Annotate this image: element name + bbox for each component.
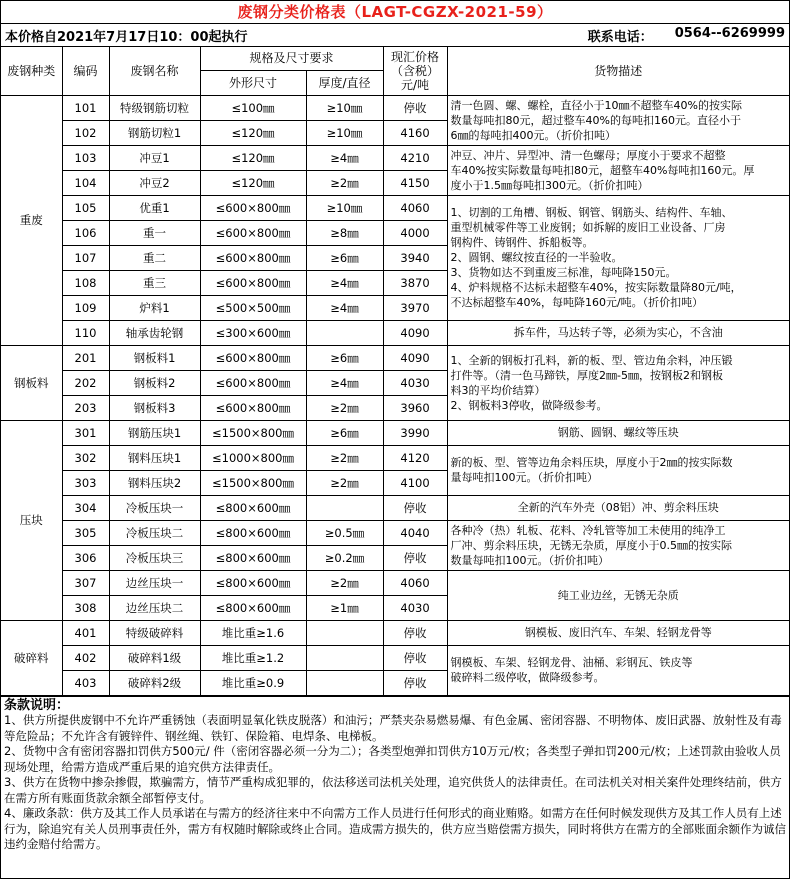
description-line: 2、钢板料3停收，做降级参考。 — [450, 398, 608, 412]
description-cell — [447, 420, 789, 445]
thickness-cell: ≥4㎜ — [306, 145, 383, 170]
terms-section — [1, 696, 789, 854]
name-cell: 冲豆1 — [109, 145, 200, 170]
header-size: 外形尺寸 — [200, 70, 306, 95]
description-line: 4、炉料规格不达标未超整车40%，按实际数量降80元/吨， — [450, 281, 742, 294]
price-cell: 停收 — [383, 620, 447, 645]
description-line: 度小于1.5㎜每吨扣300元。（折价扣吨） — [450, 178, 649, 192]
size-cell: 堆比重≥1.2 — [200, 645, 306, 670]
terms-item: 1、供方所提供废钢中不允许严重锈蚀（表面明显氧化铁皮脱落）和油污；严禁夹杂易燃易爆、有色金属、密闭容器、不明物体、废旧武器、放射性及有毒等危险品；不允许含有镀锌件、钢丝绳、铁钉、保险箱、电焊条、电梯板。 — [4, 713, 782, 743]
table-row — [1, 520, 789, 545]
description-line: 钢构件、铸钢件、拆船板等。 — [450, 236, 594, 249]
price-cell: 4000 — [383, 220, 447, 245]
name-cell: 冷板压块二 — [109, 520, 200, 545]
code-cell: 103 — [62, 145, 109, 170]
name-cell: 重一 — [109, 220, 200, 245]
name-cell: 冷板压块三 — [109, 545, 200, 570]
name-cell: 破碎料1级 — [109, 645, 200, 670]
thickness-cell: ≥2㎜ — [306, 470, 383, 495]
description-line: 钢模板、车架、轻钢龙骨、油桶、彩钢瓦、铁皮等 — [450, 656, 693, 669]
name-cell: 重三 — [109, 270, 200, 295]
code-cell: 101 — [62, 95, 109, 120]
table-row — [1, 145, 789, 170]
description-line: 破碎料二级停收，做降级参考。 — [450, 671, 605, 684]
description-cell — [447, 520, 789, 570]
size-cell: ≤800×600㎜ — [200, 545, 306, 570]
description-cell — [447, 345, 789, 420]
size-cell: ≤600×800㎜ — [200, 370, 306, 395]
price-cell: 4210 — [383, 145, 447, 170]
code-cell: 304 — [62, 495, 109, 520]
code-cell: 203 — [62, 395, 109, 420]
terms-item: 2、货物中含有密闭容器扣罚供方500元/ 件（密闭容器必须一分为二）；各类型炮弹扣罚供方10万元/枚；各类型子弹扣罚200元/枚；上述罚款由验收人员现场处理，给需方造成严重后果的追究供方法律责任。 — [4, 744, 781, 774]
price-cell: 4160 — [383, 120, 447, 145]
thickness-cell: ≥4㎜ — [306, 270, 383, 295]
code-cell: 110 — [62, 320, 109, 345]
table-row — [1, 495, 789, 520]
name-cell: 钢筋压块1 — [109, 420, 200, 445]
header-spec: 规格及尺寸要求 — [200, 47, 383, 70]
description-line: 拆车件，马达转子等，必须为实心，不含油 — [513, 326, 723, 339]
description-line: 清一色圆、螺、螺栓，直径小于10㎜不超整车40%的按实际 — [450, 98, 742, 112]
name-cell: 优重1 — [109, 195, 200, 220]
size-cell: 堆比重≥1.6 — [200, 620, 306, 645]
code-cell: 402 — [62, 645, 109, 670]
name-cell: 炉料1 — [109, 295, 200, 320]
code-cell: 403 — [62, 670, 109, 695]
name-cell: 钢板料2 — [109, 370, 200, 395]
description-line: 数量每吨扣80元，超过整车40%的每吨扣160元。直径小于 — [450, 113, 741, 127]
category-cell: 破碎料 — [1, 620, 62, 695]
price-cell: 3990 — [383, 420, 447, 445]
thickness-cell: ≥2㎜ — [306, 170, 383, 195]
info-bar — [1, 24, 789, 47]
code-cell: 303 — [62, 470, 109, 495]
price-cell: 3940 — [383, 245, 447, 270]
thickness-cell — [306, 320, 383, 345]
name-cell: 边丝压块一 — [109, 570, 200, 595]
size-cell: ≤120㎜ — [200, 145, 306, 170]
size-cell: ≤600×800㎜ — [200, 395, 306, 420]
description-line: 1、切割的工角槽、钢板、钢管、钢筋头、结构件、车轴、 — [450, 206, 733, 219]
name-cell: 破碎料2级 — [109, 670, 200, 695]
thickness-cell: ≥2㎜ — [306, 570, 383, 595]
table-row — [1, 645, 789, 670]
description-line: 打件等。（清一色马蹄铁，厚度2㎜-5㎜，按钢板2和钢板 — [450, 368, 723, 382]
description-line: 冲豆、冲片、异型冲、清一色螺母；厚度小于要求不超整 — [450, 148, 726, 162]
table-row — [1, 445, 789, 470]
thickness-cell — [306, 495, 383, 520]
header-category: 废钢种类 — [1, 47, 62, 95]
description-cell — [447, 495, 789, 520]
description-line: 钢模板、废旧汽车、车架、轻钢龙骨等 — [524, 626, 712, 639]
thickness-cell — [306, 645, 383, 670]
description-line: 料3的平均价结算） — [450, 383, 546, 397]
table-row — [1, 320, 789, 345]
description-cell — [447, 445, 789, 495]
header-name: 废钢名称 — [109, 47, 200, 95]
price-cell: 4090 — [383, 320, 447, 345]
price-cell: 4060 — [383, 195, 447, 220]
header-code: 编码 — [62, 47, 109, 95]
code-cell: 308 — [62, 595, 109, 620]
code-cell: 106 — [62, 220, 109, 245]
size-cell: ≤600×800㎜ — [200, 270, 306, 295]
thickness-cell: ≥10㎜ — [306, 95, 383, 120]
size-cell: ≤100㎜ — [200, 95, 306, 120]
description-line: 2、圆钢、螺纹按直径的一半验收。 — [450, 251, 623, 264]
code-cell: 305 — [62, 520, 109, 545]
description-cell — [447, 195, 789, 320]
description-cell — [447, 645, 789, 695]
name-cell: 钢板料1 — [109, 345, 200, 370]
description-line: 量每吨扣100元。（折价扣吨） — [450, 471, 599, 484]
table-row — [1, 195, 789, 220]
size-cell: ≤600×800㎜ — [200, 245, 306, 270]
sheet-title: 废钢分类价格表（LAGT-CGZX-2021-59） — [1, 1, 789, 24]
price-cell: 4100 — [383, 470, 447, 495]
price-cell: 停收 — [383, 545, 447, 570]
code-cell: 109 — [62, 295, 109, 320]
description-line: 数量每吨扣100元。（折价扣吨） — [450, 553, 610, 567]
header-thickness: 厚度/直径 — [306, 70, 383, 95]
size-cell: ≤600×800㎜ — [200, 345, 306, 370]
size-cell: ≤600×800㎜ — [200, 195, 306, 220]
name-cell: 冲豆2 — [109, 170, 200, 195]
thickness-cell: ≥2㎜ — [306, 395, 383, 420]
header-price: 现汇价格（含税）元/吨 — [383, 47, 447, 95]
thickness-cell: ≥8㎜ — [306, 220, 383, 245]
code-cell: 108 — [62, 270, 109, 295]
price-cell: 停收 — [383, 95, 447, 120]
code-cell: 201 — [62, 345, 109, 370]
code-cell: 401 — [62, 620, 109, 645]
name-cell: 冷板压块一 — [109, 495, 200, 520]
code-cell: 105 — [62, 195, 109, 220]
size-cell: ≤1000×800㎜ — [200, 445, 306, 470]
price-cell: 4030 — [383, 595, 447, 620]
size-cell: ≤120㎜ — [200, 120, 306, 145]
name-cell: 钢板料3 — [109, 395, 200, 420]
description-line: 厂冲、剪余料压块，无锈无杂质，厚度小于0.5㎜的按实际 — [450, 538, 733, 552]
description-cell — [447, 320, 789, 345]
price-cell: 4150 — [383, 170, 447, 195]
thickness-cell: ≥1㎜ — [306, 595, 383, 620]
thickness-cell — [306, 620, 383, 645]
table-row — [1, 95, 789, 120]
description-cell — [447, 620, 789, 645]
thickness-cell: ≥0.2㎜ — [306, 545, 383, 570]
size-cell: ≤800×600㎜ — [200, 520, 306, 545]
description-cell — [447, 95, 789, 145]
price-table — [1, 47, 789, 696]
header-desc: 货物描述 — [447, 47, 789, 95]
thickness-cell: ≥4㎜ — [306, 370, 383, 395]
thickness-cell: ≥6㎜ — [306, 345, 383, 370]
contact-phone: 0564--6269999 — [674, 25, 785, 41]
size-cell: 堆比重≥0.9 — [200, 670, 306, 695]
name-cell: 边丝压块二 — [109, 595, 200, 620]
size-cell: ≤300×600㎜ — [200, 320, 306, 345]
description-line: 各种冷（热）轧板、花料、冷轧管等加工未使用的纯净工 — [450, 523, 726, 537]
description-cell — [447, 570, 789, 620]
name-cell: 钢料压块2 — [109, 470, 200, 495]
price-cell: 停收 — [383, 670, 447, 695]
description-line: 车40%按实际数量每吨扣80元，超整车40%每吨扣160元。厚 — [450, 163, 755, 177]
code-cell: 107 — [62, 245, 109, 270]
name-cell: 钢料压块1 — [109, 445, 200, 470]
category-cell: 钢板料 — [1, 345, 62, 420]
code-cell: 301 — [62, 420, 109, 445]
name-cell: 特级破碎料 — [109, 620, 200, 645]
thickness-cell — [306, 670, 383, 695]
size-cell: ≤800×600㎜ — [200, 570, 306, 595]
description-line: 6㎜的每吨扣400元。（折价扣吨） — [450, 128, 617, 142]
table-row — [1, 620, 789, 645]
price-cell: 4040 — [383, 520, 447, 545]
table-row — [1, 345, 789, 370]
description-line: 重型机械零件等工业废钢；如拆解的废旧工业设备、厂房 — [450, 221, 726, 234]
price-cell: 4090 — [383, 345, 447, 370]
price-cell: 停收 — [383, 645, 447, 670]
size-cell: ≤800×600㎜ — [200, 595, 306, 620]
table-row — [1, 420, 789, 445]
thickness-cell: ≥6㎜ — [306, 420, 383, 445]
code-cell: 302 — [62, 445, 109, 470]
description-line: 纯工业边丝，无锈无杂质 — [557, 588, 679, 602]
description-line: 全新的汽车外壳（08铝）冲、剪余料压块 — [517, 501, 719, 514]
category-cell: 重废 — [1, 95, 62, 345]
price-cell: 3960 — [383, 395, 447, 420]
code-cell: 104 — [62, 170, 109, 195]
size-cell: ≤1500×800㎜ — [200, 420, 306, 445]
contact-info — [588, 26, 785, 45]
code-cell: 102 — [62, 120, 109, 145]
description-line: 不达标超整车40%，每吨降160元/吨。（折价扣吨） — [450, 296, 704, 309]
size-cell: ≤120㎜ — [200, 170, 306, 195]
price-cell: 4030 — [383, 370, 447, 395]
price-cell: 3870 — [383, 270, 447, 295]
price-cell: 4120 — [383, 445, 447, 470]
description-line: 1、全新的钢板打孔料，新的板、型、管边角余料，冲压锻 — [450, 353, 733, 367]
code-cell: 307 — [62, 570, 109, 595]
size-cell: ≤500×500㎜ — [200, 295, 306, 320]
size-cell: ≤600×800㎜ — [200, 220, 306, 245]
terms-item: 3、供方在货物中掺杂掺假，欺骗需方，情节严重构成犯罪的，依法移送司法机关处理，追究供货人的法律责任。在司法机关对相关案件处理终结前，供方在需方所有账面货款余额全部暂停支付。 — [4, 775, 782, 805]
thickness-cell: ≥0.5㎜ — [306, 520, 383, 545]
description-cell — [447, 145, 789, 195]
effective-note: 本价格自2021年7月17日10：00起执行 — [5, 29, 248, 45]
thickness-cell: ≥6㎜ — [306, 245, 383, 270]
thickness-cell: ≥10㎜ — [306, 120, 383, 145]
price-cell: 3970 — [383, 295, 447, 320]
name-cell: 重二 — [109, 245, 200, 270]
price-cell: 停收 — [383, 495, 447, 520]
thickness-cell: ≥4㎜ — [306, 295, 383, 320]
code-cell: 306 — [62, 545, 109, 570]
name-cell: 钢筋切粒1 — [109, 120, 200, 145]
thickness-cell: ≥2㎜ — [306, 445, 383, 470]
description-line: 钢筋、圆钢、螺纹等压块 — [557, 426, 679, 439]
terms-heading: 条款说明： — [4, 697, 70, 713]
price-cell: 4060 — [383, 570, 447, 595]
code-cell: 202 — [62, 370, 109, 395]
terms-item: 4、廉政条款：供方及其工作人员承诺在与需方的经济往来中不向需方工作人员进行任何形式的商业贿赂。如需方在任何时候发现供方及其工作人员有上述行为，除追究有关人员刑事责任外，需方有权随时解除或终止合同。造成需方损失的，供方应当赔偿需方损失，同时将供方在需方的全部账面余额作为诚信违约金赔付给需方。 — [4, 806, 786, 851]
description-line: 3、货物如达不到重废三标准，每吨降150元。 — [450, 266, 677, 279]
category-cell: 压块 — [1, 420, 62, 620]
thickness-cell: ≥10㎜ — [306, 195, 383, 220]
description-line: 新的板、型、管等边角余料压块，厚度小于2㎜的按实际数 — [450, 456, 733, 469]
name-cell: 特级钢筋切粒 — [109, 95, 200, 120]
size-cell: ≤800×600㎜ — [200, 495, 306, 520]
table-row — [1, 570, 789, 595]
name-cell: 轴承齿轮钢 — [109, 320, 200, 345]
size-cell: ≤1500×800㎜ — [200, 470, 306, 495]
contact-label: 联系电话： — [587, 29, 653, 45]
